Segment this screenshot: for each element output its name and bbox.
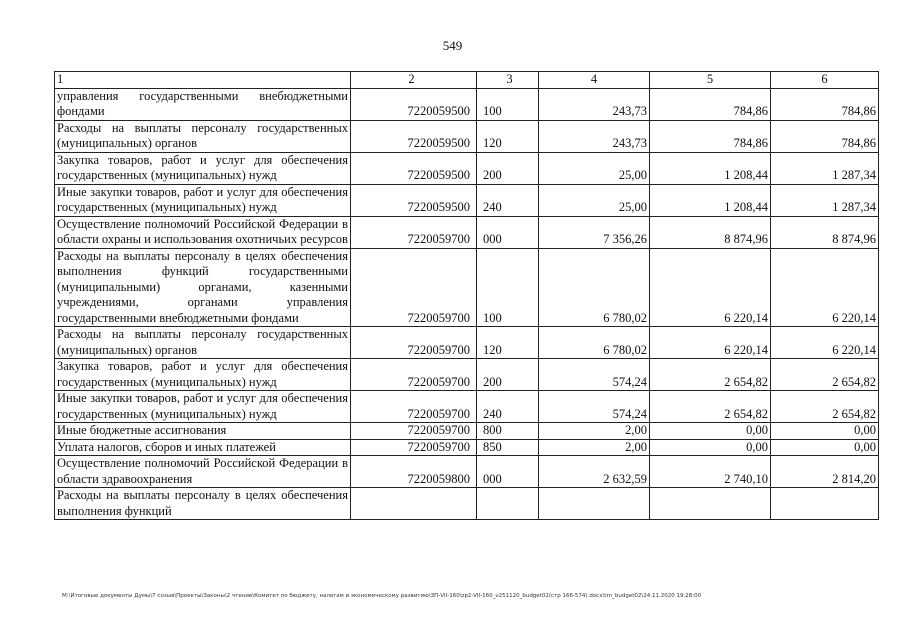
amount-cell: 2 814,20 (771, 456, 879, 488)
page-number: 549 (442, 38, 463, 53)
amount-cell (539, 488, 650, 520)
table-row (55, 456, 879, 488)
amount-cell: 1 208,44 (650, 184, 771, 216)
budget-table (54, 71, 879, 520)
amount-cell: 25,00 (539, 184, 650, 216)
expense-name-cell: Расходы на выплаты персоналу государственных (муниципальных) органов (55, 327, 351, 359)
table-row (55, 88, 879, 120)
target-code-cell: 7220059500 (351, 152, 477, 184)
expense-name-cell: Иные бюджетные ассигнования (55, 423, 351, 440)
amount-cell: 0,00 (771, 439, 879, 456)
amount-cell: 2 632,59 (539, 456, 650, 488)
amount-cell: 6 220,14 (650, 327, 771, 359)
expense-name-cell: Закупка товаров, работ и услуг для обеспечения государственных (муниципальных) нужд (55, 359, 351, 391)
amount-cell: 0,00 (650, 439, 771, 456)
amount-cell: 8 874,96 (771, 216, 879, 248)
table-row (55, 152, 879, 184)
expense-name-cell: Осуществление полномочий Российской Федерации в области здравоохранения (55, 456, 351, 488)
expense-type-cell (477, 488, 539, 520)
amount-cell: 2 654,82 (771, 391, 879, 423)
expense-type-cell: 200 (477, 359, 539, 391)
target-code-cell: 7220059500 (351, 184, 477, 216)
table-row (55, 327, 879, 359)
amount-cell: 0,00 (650, 423, 771, 440)
amount-cell: 243,73 (539, 88, 650, 120)
amount-cell: 2 740,10 (650, 456, 771, 488)
target-code-cell: 7220059700 (351, 216, 477, 248)
expense-type-cell: 800 (477, 423, 539, 440)
expense-name-cell: управления государственными внебюджетными фондами (55, 88, 351, 120)
expense-name-cell: Иные закупки товаров, работ и услуг для обеспечения государственных (муниципальных) нужд (55, 184, 351, 216)
amount-cell: 243,73 (539, 120, 650, 152)
amount-cell (650, 488, 771, 520)
amount-cell: 2 654,82 (771, 359, 879, 391)
amount-cell: 2 654,82 (650, 359, 771, 391)
expense-name-cell: Уплата налогов, сборов и иных платежей (55, 439, 351, 456)
column-header: 5 (650, 72, 771, 89)
expense-name-cell: Закупка товаров, работ и услуг для обеспечения государственных (муниципальных) нужд (55, 152, 351, 184)
table-header-row (55, 72, 879, 89)
expense-type-cell: 000 (477, 216, 539, 248)
amount-cell: 574,24 (539, 359, 650, 391)
table-body (55, 88, 879, 520)
table-row (55, 248, 879, 327)
amount-cell: 2,00 (539, 439, 650, 456)
amount-cell: 2,00 (539, 423, 650, 440)
amount-cell: 1 208,44 (650, 152, 771, 184)
table-row (55, 391, 879, 423)
amount-cell: 1 287,34 (771, 152, 879, 184)
table-row (55, 184, 879, 216)
expense-name-cell: Иные закупки товаров, работ и услуг для обеспечения государственных (муниципальных) нужд (55, 391, 351, 423)
table-row (55, 216, 879, 248)
amount-cell: 1 287,34 (771, 184, 879, 216)
expense-name-cell: Расходы на выплаты персоналу государственных (муниципальных) органов (55, 120, 351, 152)
amount-cell: 574,24 (539, 391, 650, 423)
expense-name-cell: Расходы на выплаты персоналу в целях обеспечения выполнения функций (55, 488, 351, 520)
column-header: 6 (771, 72, 879, 89)
expense-type-cell: 120 (477, 327, 539, 359)
amount-cell: 8 874,96 (650, 216, 771, 248)
table-row (55, 488, 879, 520)
table-row (55, 120, 879, 152)
column-header: 4 (539, 72, 650, 89)
amount-cell: 784,86 (650, 120, 771, 152)
expense-type-cell: 120 (477, 120, 539, 152)
column-header: 3 (477, 72, 539, 89)
expense-type-cell: 240 (477, 184, 539, 216)
amount-cell: 6 220,14 (771, 327, 879, 359)
table-row (55, 439, 879, 456)
amount-cell: 6 780,02 (539, 248, 650, 327)
amount-cell: 0,00 (771, 423, 879, 440)
target-code-cell: 7220059500 (351, 88, 477, 120)
amount-cell (771, 488, 879, 520)
expense-name-cell: Осуществление полномочий Российской Федерации в области охраны и использования охотничьих ресурсов (55, 216, 351, 248)
expense-type-cell: 100 (477, 248, 539, 327)
amount-cell: 2 654,82 (650, 391, 771, 423)
target-code-cell: 7220059500 (351, 120, 477, 152)
amount-cell: 6 220,14 (771, 248, 879, 327)
amount-cell: 784,86 (771, 88, 879, 120)
expense-name-cell: Расходы на выплаты персоналу в целях обеспечения выполнения функций государственными (муниципальными) органами, казенными учреждениями, органами управления государственными внебюджетными фондами (55, 248, 351, 327)
amount-cell: 6 780,02 (539, 327, 650, 359)
expense-type-cell: 000 (477, 456, 539, 488)
amount-cell: 25,00 (539, 152, 650, 184)
expense-type-cell: 850 (477, 439, 539, 456)
target-code-cell (351, 488, 477, 520)
target-code-cell: 7220059700 (351, 439, 477, 456)
file-path-footer: M:\Итоговые документы Думы\7 созыв\Проекты\Законы\2 чтение\Комитет по бюджету, налогам и экономическому развитию\ЗП-VII-160\zp2-VII-160_v251120_budget02(стр 166-574).docx\trn_budget02\24.11.2020 19:28:00 (62, 593, 702, 599)
amount-cell: 7 356,26 (539, 216, 650, 248)
target-code-cell: 7220059700 (351, 391, 477, 423)
target-code-cell: 7220059700 (351, 248, 477, 327)
amount-cell: 784,86 (771, 120, 879, 152)
target-code-cell: 7220059700 (351, 423, 477, 440)
expense-type-cell: 100 (477, 88, 539, 120)
amount-cell: 6 220,14 (650, 248, 771, 327)
amount-cell: 784,86 (650, 88, 771, 120)
target-code-cell: 7220059800 (351, 456, 477, 488)
table-row (55, 359, 879, 391)
table-row (55, 423, 879, 440)
expense-type-cell: 200 (477, 152, 539, 184)
target-code-cell: 7220059700 (351, 359, 477, 391)
column-header: 2 (351, 72, 477, 89)
column-header: 1 (55, 72, 351, 89)
expense-type-cell: 240 (477, 391, 539, 423)
target-code-cell: 7220059700 (351, 327, 477, 359)
